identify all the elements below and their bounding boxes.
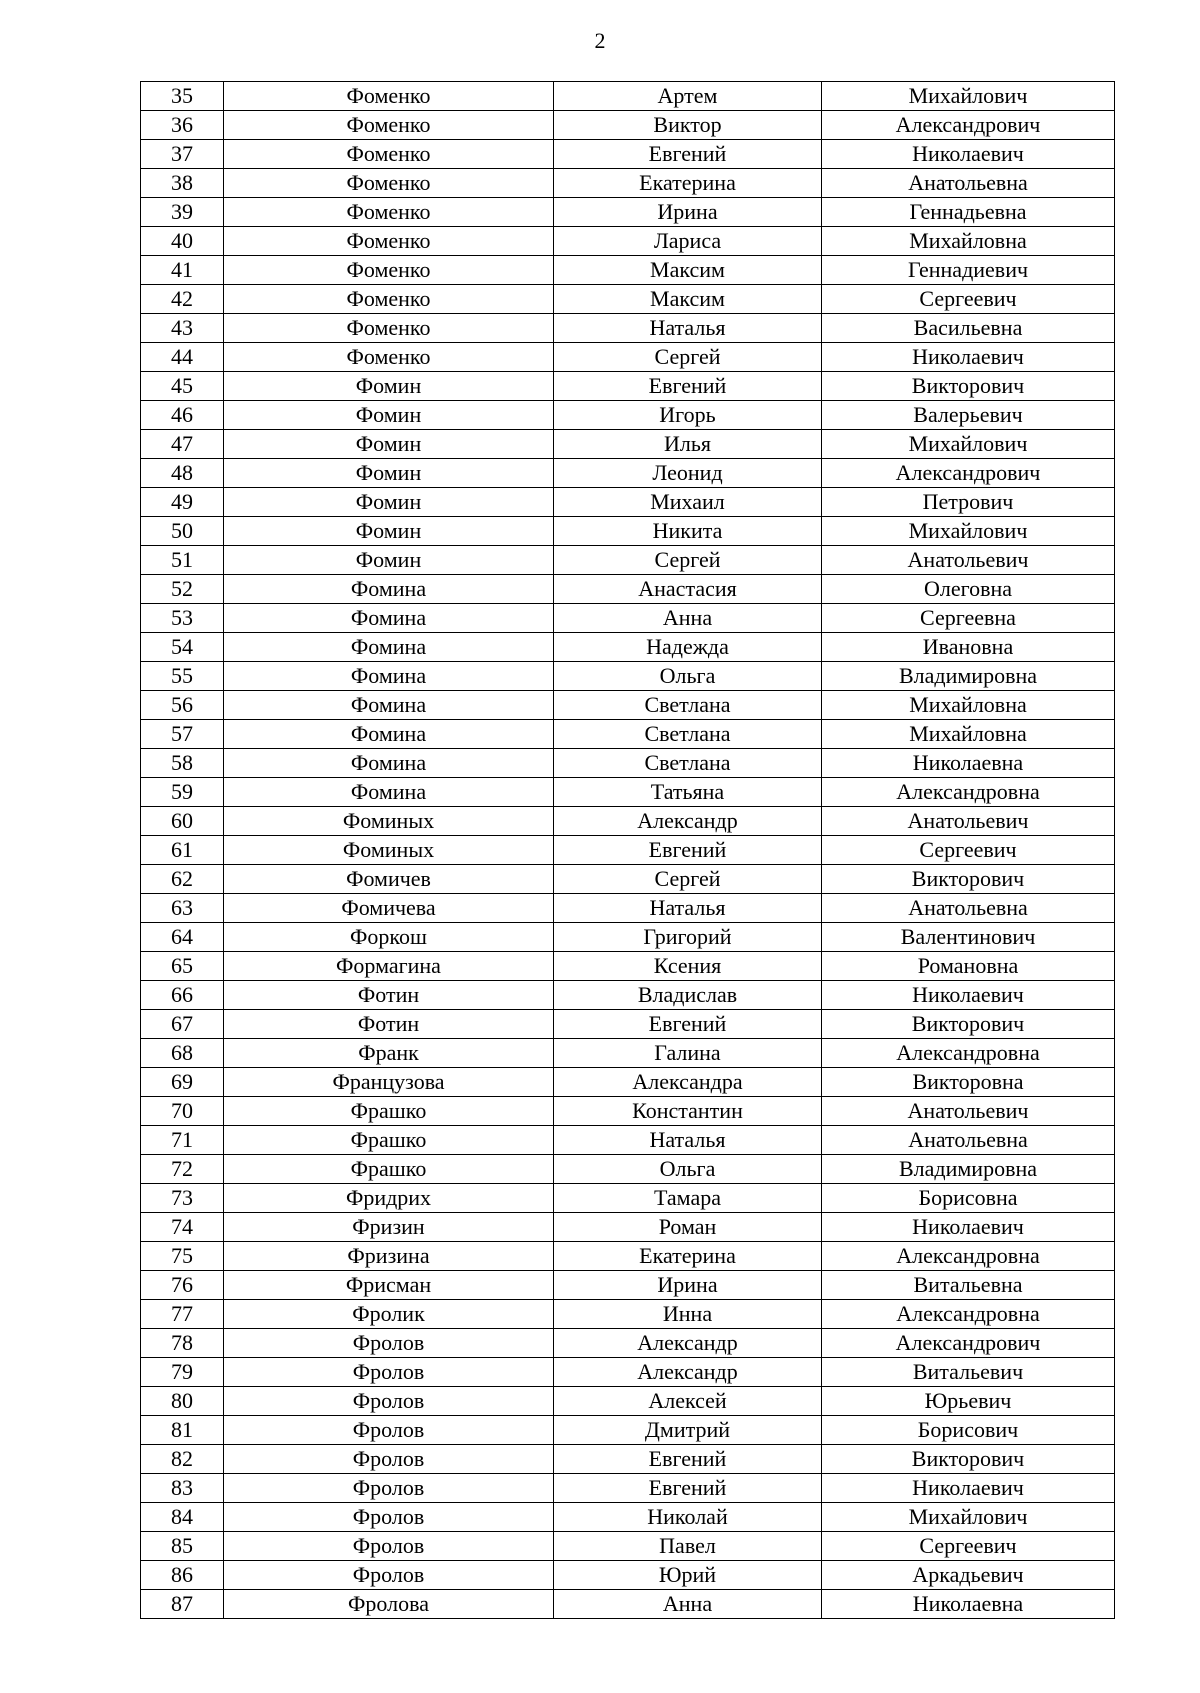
row-number-cell: 54 [141, 633, 224, 662]
first-name-cell: Юрий [554, 1561, 822, 1590]
patronymic-cell: Васильевна [822, 314, 1115, 343]
row-number-cell: 75 [141, 1242, 224, 1271]
row-number-cell: 83 [141, 1474, 224, 1503]
row-number-cell: 66 [141, 981, 224, 1010]
first-name-cell: Ксения [554, 952, 822, 981]
table-row [141, 256, 1115, 285]
patronymic-cell: Михайловна [822, 691, 1115, 720]
row-number-cell: 53 [141, 604, 224, 633]
first-name-cell: Александр [554, 1358, 822, 1387]
first-name-cell: Павел [554, 1532, 822, 1561]
last-name-cell: Фомин [224, 372, 554, 401]
last-name-cell: Фрисман [224, 1271, 554, 1300]
last-name-cell: Фомина [224, 778, 554, 807]
table-row [141, 923, 1115, 952]
patronymic-cell: Александровна [822, 1039, 1115, 1068]
table-row [141, 1300, 1115, 1329]
row-number-cell: 59 [141, 778, 224, 807]
row-number-cell: 81 [141, 1416, 224, 1445]
first-name-cell: Григорий [554, 923, 822, 952]
last-name-cell: Фомина [224, 749, 554, 778]
first-name-cell: Анна [554, 604, 822, 633]
table-row [141, 778, 1115, 807]
row-number-cell: 51 [141, 546, 224, 575]
last-name-cell: Фомина [224, 662, 554, 691]
patronymic-cell: Петрович [822, 488, 1115, 517]
table-row [141, 1039, 1115, 1068]
row-number-cell: 61 [141, 836, 224, 865]
row-number-cell: 62 [141, 865, 224, 894]
row-number-cell: 76 [141, 1271, 224, 1300]
first-name-cell: Евгений [554, 372, 822, 401]
first-name-cell: Евгений [554, 140, 822, 169]
first-name-cell: Татьяна [554, 778, 822, 807]
first-name-cell: Михаил [554, 488, 822, 517]
patronymic-cell: Николаевна [822, 749, 1115, 778]
row-number-cell: 65 [141, 952, 224, 981]
patronymic-cell: Александровна [822, 1300, 1115, 1329]
row-number-cell: 41 [141, 256, 224, 285]
table-row [141, 1503, 1115, 1532]
row-number-cell: 58 [141, 749, 224, 778]
patronymic-cell: Александрович [822, 1329, 1115, 1358]
last-name-cell: Фролов [224, 1532, 554, 1561]
table-row [141, 1242, 1115, 1271]
table-row [141, 1532, 1115, 1561]
patronymic-cell: Михайловна [822, 227, 1115, 256]
first-name-cell: Александра [554, 1068, 822, 1097]
first-name-cell: Анна [554, 1590, 822, 1619]
first-name-cell: Алексей [554, 1387, 822, 1416]
last-name-cell: Фотин [224, 1010, 554, 1039]
last-name-cell: Фомин [224, 488, 554, 517]
table-row [141, 517, 1115, 546]
patronymic-cell: Викторович [822, 1010, 1115, 1039]
table-row [141, 604, 1115, 633]
last-name-cell: Фрашко [224, 1155, 554, 1184]
patronymic-cell: Геннадиевич [822, 256, 1115, 285]
row-number-cell: 70 [141, 1097, 224, 1126]
last-name-cell: Французова [224, 1068, 554, 1097]
patronymic-cell: Викторовна [822, 1068, 1115, 1097]
patronymic-cell: Владимировна [822, 662, 1115, 691]
table-row [141, 1387, 1115, 1416]
last-name-cell: Фомин [224, 546, 554, 575]
first-name-cell: Тамара [554, 1184, 822, 1213]
row-number-cell: 39 [141, 198, 224, 227]
first-name-cell: Александр [554, 807, 822, 836]
last-name-cell: Фоменко [224, 285, 554, 314]
first-name-cell: Галина [554, 1039, 822, 1068]
table-row [141, 198, 1115, 227]
names-table [140, 81, 1115, 1619]
row-number-cell: 60 [141, 807, 224, 836]
last-name-cell: Фомина [224, 604, 554, 633]
table-row [141, 662, 1115, 691]
table-row [141, 82, 1115, 111]
table-row [141, 1097, 1115, 1126]
last-name-cell: Фомина [224, 575, 554, 604]
table-row [141, 1184, 1115, 1213]
table-row [141, 227, 1115, 256]
table-row [141, 488, 1115, 517]
last-name-cell: Фризина [224, 1242, 554, 1271]
patronymic-cell: Олеговна [822, 575, 1115, 604]
last-name-cell: Фоминых [224, 836, 554, 865]
table-row [141, 401, 1115, 430]
table-row [141, 807, 1115, 836]
table-row [141, 981, 1115, 1010]
table-row [141, 1358, 1115, 1387]
row-number-cell: 67 [141, 1010, 224, 1039]
last-name-cell: Фризин [224, 1213, 554, 1242]
table-row [141, 1010, 1115, 1039]
table-row [141, 1155, 1115, 1184]
table-row [141, 1068, 1115, 1097]
patronymic-cell: Анатольевна [822, 894, 1115, 923]
table-row [141, 720, 1115, 749]
table-row [141, 372, 1115, 401]
table-row [141, 459, 1115, 488]
row-number-cell: 72 [141, 1155, 224, 1184]
first-name-cell: Светлана [554, 749, 822, 778]
row-number-cell: 35 [141, 82, 224, 111]
table-row [141, 285, 1115, 314]
row-number-cell: 57 [141, 720, 224, 749]
first-name-cell: Леонид [554, 459, 822, 488]
row-number-cell: 77 [141, 1300, 224, 1329]
first-name-cell: Ольга [554, 1155, 822, 1184]
table-row [141, 546, 1115, 575]
table-row [141, 430, 1115, 459]
first-name-cell: Никита [554, 517, 822, 546]
first-name-cell: Анастасия [554, 575, 822, 604]
row-number-cell: 71 [141, 1126, 224, 1155]
row-number-cell: 47 [141, 430, 224, 459]
row-number-cell: 79 [141, 1358, 224, 1387]
patronymic-cell: Геннадьевна [822, 198, 1115, 227]
table-row [141, 1445, 1115, 1474]
table-row [141, 952, 1115, 981]
row-number-cell: 80 [141, 1387, 224, 1416]
patronymic-cell: Михайловна [822, 720, 1115, 749]
row-number-cell: 40 [141, 227, 224, 256]
patronymic-cell: Сергеевич [822, 1532, 1115, 1561]
first-name-cell: Евгений [554, 1445, 822, 1474]
last-name-cell: Фролов [224, 1561, 554, 1590]
patronymic-cell: Анатольевич [822, 546, 1115, 575]
last-name-cell: Фридрих [224, 1184, 554, 1213]
row-number-cell: 56 [141, 691, 224, 720]
last-name-cell: Фрашко [224, 1097, 554, 1126]
first-name-cell: Александр [554, 1329, 822, 1358]
table-row [141, 140, 1115, 169]
patronymic-cell: Александрович [822, 111, 1115, 140]
last-name-cell: Фоменко [224, 343, 554, 372]
patronymic-cell: Николаевич [822, 981, 1115, 1010]
row-number-cell: 78 [141, 1329, 224, 1358]
patronymic-cell: Николаевич [822, 343, 1115, 372]
row-number-cell: 63 [141, 894, 224, 923]
table-row [141, 343, 1115, 372]
patronymic-cell: Валерьевич [822, 401, 1115, 430]
last-name-cell: Фролов [224, 1474, 554, 1503]
last-name-cell: Фролов [224, 1387, 554, 1416]
patronymic-cell: Витальевна [822, 1271, 1115, 1300]
patronymic-cell: Сергеевич [822, 836, 1115, 865]
table-row [141, 575, 1115, 604]
last-name-cell: Фролик [224, 1300, 554, 1329]
last-name-cell: Фомин [224, 430, 554, 459]
table-row [141, 1329, 1115, 1358]
patronymic-cell: Анатольевна [822, 1126, 1115, 1155]
row-number-cell: 44 [141, 343, 224, 372]
row-number-cell: 49 [141, 488, 224, 517]
row-number-cell: 46 [141, 401, 224, 430]
row-number-cell: 73 [141, 1184, 224, 1213]
row-number-cell: 55 [141, 662, 224, 691]
first-name-cell: Илья [554, 430, 822, 459]
last-name-cell: Фотин [224, 981, 554, 1010]
table-row [141, 894, 1115, 923]
patronymic-cell: Владимировна [822, 1155, 1115, 1184]
first-name-cell: Артем [554, 82, 822, 111]
last-name-cell: Фролова [224, 1590, 554, 1619]
last-name-cell: Фомина [224, 633, 554, 662]
patronymic-cell: Александрович [822, 459, 1115, 488]
table-row [141, 1213, 1115, 1242]
patronymic-cell: Викторович [822, 865, 1115, 894]
patronymic-cell: Ивановна [822, 633, 1115, 662]
row-number-cell: 48 [141, 459, 224, 488]
first-name-cell: Евгений [554, 1010, 822, 1039]
last-name-cell: Фролов [224, 1358, 554, 1387]
row-number-cell: 87 [141, 1590, 224, 1619]
last-name-cell: Фоминых [224, 807, 554, 836]
patronymic-cell: Анатольевич [822, 807, 1115, 836]
first-name-cell: Николай [554, 1503, 822, 1532]
first-name-cell: Владислав [554, 981, 822, 1010]
last-name-cell: Фоменко [224, 82, 554, 111]
row-number-cell: 38 [141, 169, 224, 198]
row-number-cell: 69 [141, 1068, 224, 1097]
patronymic-cell: Николаевич [822, 1213, 1115, 1242]
row-number-cell: 42 [141, 285, 224, 314]
table-body [141, 82, 1115, 1619]
patronymic-cell: Михайлович [822, 430, 1115, 459]
patronymic-cell: Михайлович [822, 82, 1115, 111]
patronymic-cell: Юрьевич [822, 1387, 1115, 1416]
last-name-cell: Фомичева [224, 894, 554, 923]
first-name-cell: Наталья [554, 1126, 822, 1155]
table-row [141, 111, 1115, 140]
last-name-cell: Фоменко [224, 227, 554, 256]
first-name-cell: Максим [554, 285, 822, 314]
patronymic-cell: Сергеевна [822, 604, 1115, 633]
first-name-cell: Дмитрий [554, 1416, 822, 1445]
table-row [141, 1271, 1115, 1300]
row-number-cell: 50 [141, 517, 224, 546]
first-name-cell: Светлана [554, 691, 822, 720]
last-name-cell: Фомичев [224, 865, 554, 894]
row-number-cell: 52 [141, 575, 224, 604]
row-number-cell: 68 [141, 1039, 224, 1068]
patronymic-cell: Николаевна [822, 1590, 1115, 1619]
table-row [141, 169, 1115, 198]
last-name-cell: Фролов [224, 1329, 554, 1358]
patronymic-cell: Анатольевич [822, 1097, 1115, 1126]
first-name-cell: Роман [554, 1213, 822, 1242]
last-name-cell: Фомин [224, 517, 554, 546]
patronymic-cell: Викторович [822, 1445, 1115, 1474]
last-name-cell: Фоменко [224, 256, 554, 285]
patronymic-cell: Александровна [822, 1242, 1115, 1271]
patronymic-cell: Аркадьевич [822, 1561, 1115, 1590]
patronymic-cell: Николаевич [822, 1474, 1115, 1503]
table-row [141, 1590, 1115, 1619]
row-number-cell: 85 [141, 1532, 224, 1561]
table-row [141, 1416, 1115, 1445]
first-name-cell: Игорь [554, 401, 822, 430]
patronymic-cell: Витальевич [822, 1358, 1115, 1387]
row-number-cell: 37 [141, 140, 224, 169]
table-row [141, 1474, 1115, 1503]
last-name-cell: Формагина [224, 952, 554, 981]
last-name-cell: Фомина [224, 691, 554, 720]
last-name-cell: Фролов [224, 1503, 554, 1532]
first-name-cell: Светлана [554, 720, 822, 749]
patronymic-cell: Александровна [822, 778, 1115, 807]
table-row [141, 1126, 1115, 1155]
patronymic-cell: Сергеевич [822, 285, 1115, 314]
first-name-cell: Максим [554, 256, 822, 285]
first-name-cell: Сергей [554, 546, 822, 575]
row-number-cell: 74 [141, 1213, 224, 1242]
last-name-cell: Фомина [224, 720, 554, 749]
row-number-cell: 64 [141, 923, 224, 952]
first-name-cell: Евгений [554, 836, 822, 865]
table-row [141, 865, 1115, 894]
first-name-cell: Екатерина [554, 1242, 822, 1271]
patronymic-cell: Борисович [822, 1416, 1115, 1445]
patronymic-cell: Михайлович [822, 1503, 1115, 1532]
table-row [141, 836, 1115, 865]
first-name-cell: Екатерина [554, 169, 822, 198]
first-name-cell: Виктор [554, 111, 822, 140]
table-row [141, 633, 1115, 662]
row-number-cell: 82 [141, 1445, 224, 1474]
first-name-cell: Константин [554, 1097, 822, 1126]
first-name-cell: Наталья [554, 894, 822, 923]
last-name-cell: Форкош [224, 923, 554, 952]
patronymic-cell: Романовна [822, 952, 1115, 981]
last-name-cell: Фоменко [224, 140, 554, 169]
first-name-cell: Инна [554, 1300, 822, 1329]
patronymic-cell: Викторович [822, 372, 1115, 401]
first-name-cell: Евгений [554, 1474, 822, 1503]
page-number: 2 [594, 28, 606, 53]
patronymic-cell: Михайлович [822, 517, 1115, 546]
last-name-cell: Фоменко [224, 169, 554, 198]
last-name-cell: Фрашко [224, 1126, 554, 1155]
row-number-cell: 84 [141, 1503, 224, 1532]
patronymic-cell: Николаевич [822, 140, 1115, 169]
row-number-cell: 45 [141, 372, 224, 401]
last-name-cell: Фролов [224, 1445, 554, 1474]
table-row [141, 1561, 1115, 1590]
first-name-cell: Ирина [554, 198, 822, 227]
last-name-cell: Фомин [224, 459, 554, 488]
patronymic-cell: Анатольевна [822, 169, 1115, 198]
table-row [141, 749, 1115, 778]
first-name-cell: Наталья [554, 314, 822, 343]
patronymic-cell: Валентинович [822, 923, 1115, 952]
first-name-cell: Сергей [554, 865, 822, 894]
last-name-cell: Фролов [224, 1416, 554, 1445]
first-name-cell: Ольга [554, 662, 822, 691]
last-name-cell: Фоменко [224, 111, 554, 140]
first-name-cell: Ирина [554, 1271, 822, 1300]
last-name-cell: Фоменко [224, 314, 554, 343]
first-name-cell: Сергей [554, 343, 822, 372]
table-row [141, 691, 1115, 720]
row-number-cell: 86 [141, 1561, 224, 1590]
first-name-cell: Надежда [554, 633, 822, 662]
last-name-cell: Фомин [224, 401, 554, 430]
last-name-cell: Фоменко [224, 198, 554, 227]
first-name-cell: Лариса [554, 227, 822, 256]
row-number-cell: 43 [141, 314, 224, 343]
row-number-cell: 36 [141, 111, 224, 140]
table-row [141, 314, 1115, 343]
last-name-cell: Франк [224, 1039, 554, 1068]
patronymic-cell: Борисовна [822, 1184, 1115, 1213]
